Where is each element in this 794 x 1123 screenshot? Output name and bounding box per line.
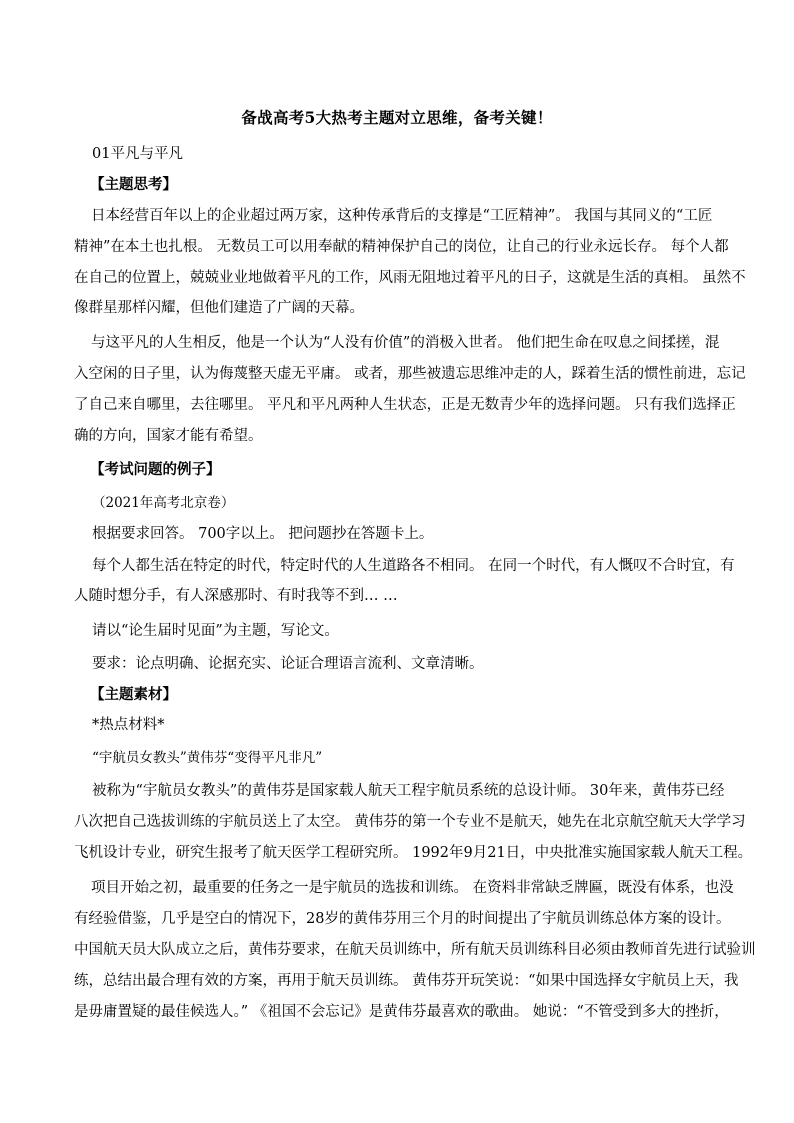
paragraph-line: 项目开始之初，最重要的任务之一是宇航员的选拔和训练。 在资料非常缺乏牌匾，既没有体系，也没: [62, 880, 734, 896]
material-subtitle: “宇航员女教头”黄伟芬“变得平凡非凡”: [92, 750, 323, 766]
paragraph-line: 根据要求回答。 700字以上。 把问题抄在答题卡上。: [92, 526, 434, 542]
paragraph-line: 八次把自己选拔训练的宇航员送上了太空。 黄伟芬的第一个专业不是航天，她先在北京航空航天大学学习: [74, 814, 746, 830]
paragraph-line: 入空闲的日子里，认为侮蔑整天虚无平庸。 或者，那些被遗忘思维冲走的人，踩着生活的惯性前进，忘记: [74, 366, 746, 382]
paragraph-line: 确的方向，国家才能有希望。: [74, 428, 263, 444]
section-heading-theme-material: 【主题素材】: [90, 686, 177, 703]
paragraph-line: 像群星那样闪耀，但他们建造了广阔的天幕。: [74, 300, 364, 316]
paragraph-line: 练，总结出最合理有效的方案，再用于航天员训练。 黄伟芬开玩笑说：“如果中国选择女宇航员上天，我: [74, 973, 739, 989]
paragraph-line: 是毋庸置疑的最佳候选人。” 《祖国不会忘记》是黄伟芬最喜欢的歌曲。 她说：“不管受到多大的挫折，: [74, 1004, 729, 1020]
paragraph-line: 了自己来自哪里，去往哪里。 平凡和平凡两种人生状态，正是无数青少年的选择问题。 只有我们选择正: [74, 397, 736, 413]
paragraph-line: 与这平凡的人生相反，他是一个认为“人没有价值”的消极入世者。 他们把生命在叹息之间揉搓，混: [62, 335, 720, 351]
paragraph-line: 要求：论点明确、论据充实、论证合理语言流利、文章清晰。: [92, 656, 484, 672]
material-label: *热点材料*: [92, 717, 165, 733]
paragraph-line: 有经验借鉴，几乎是空白的情况下，28岁的黄伟芬用三个月的时间提出了宇航员训练总体方案的设计。: [74, 911, 731, 927]
document-title: 备战高考5大热考主题对立思维，备考关键！: [241, 108, 553, 127]
section-heading-theme-thinking: 【主题思考】: [90, 176, 177, 193]
section-heading-exam-example: 【考试问题的例子】: [90, 461, 221, 478]
paragraph-line: 被称为“宇航员女教头”的黄伟芬是国家载人航天工程宇航员系统的总设计师。 30年来，黄伟芬已经: [92, 783, 725, 799]
paragraph-line: 请以“论生届时见面”为主题，写论文。: [92, 623, 339, 639]
paragraph-line: 日本经营百年以上的企业超过两万家，这种传承背后的支撑是“工匠精神”。 我国与其同义的“工匠: [62, 208, 713, 224]
paragraph-line: 中国航天员大队成立之后，黄伟芬要求，在航天员训练中，所有航天员训练科目必须由教师首先进行试验训: [74, 942, 756, 958]
paragraph-line: 精神”在本土也扎根。 无数员工可以用奉献的精神保护自己的岗位，让自己的行业永远长存。 每个人都: [74, 239, 729, 255]
paragraph-line: 人随时想分手，有人深感那时、有时我等不到… …: [74, 588, 398, 604]
paragraph-line: 每个人都生活在特定的时代，特定时代的人生道路各不相同。 在同一个时代，有人慨叹不合时宜，有: [92, 558, 735, 574]
exam-source: （2021年高考北京卷）: [92, 495, 235, 511]
paragraph-line: 飞机设计专业，研究生报考了航天医学工程研究所。 1992年9月21日，中央批准实施国家载人航天工程。: [74, 845, 753, 861]
section-number-line: 01平凡与平凡: [92, 146, 183, 162]
paragraph-line: 在自己的位置上，兢兢业业地做着平凡的工作，风雨无阻地过着平凡的日子，这就是生活的真相。 虽然不: [74, 270, 746, 286]
